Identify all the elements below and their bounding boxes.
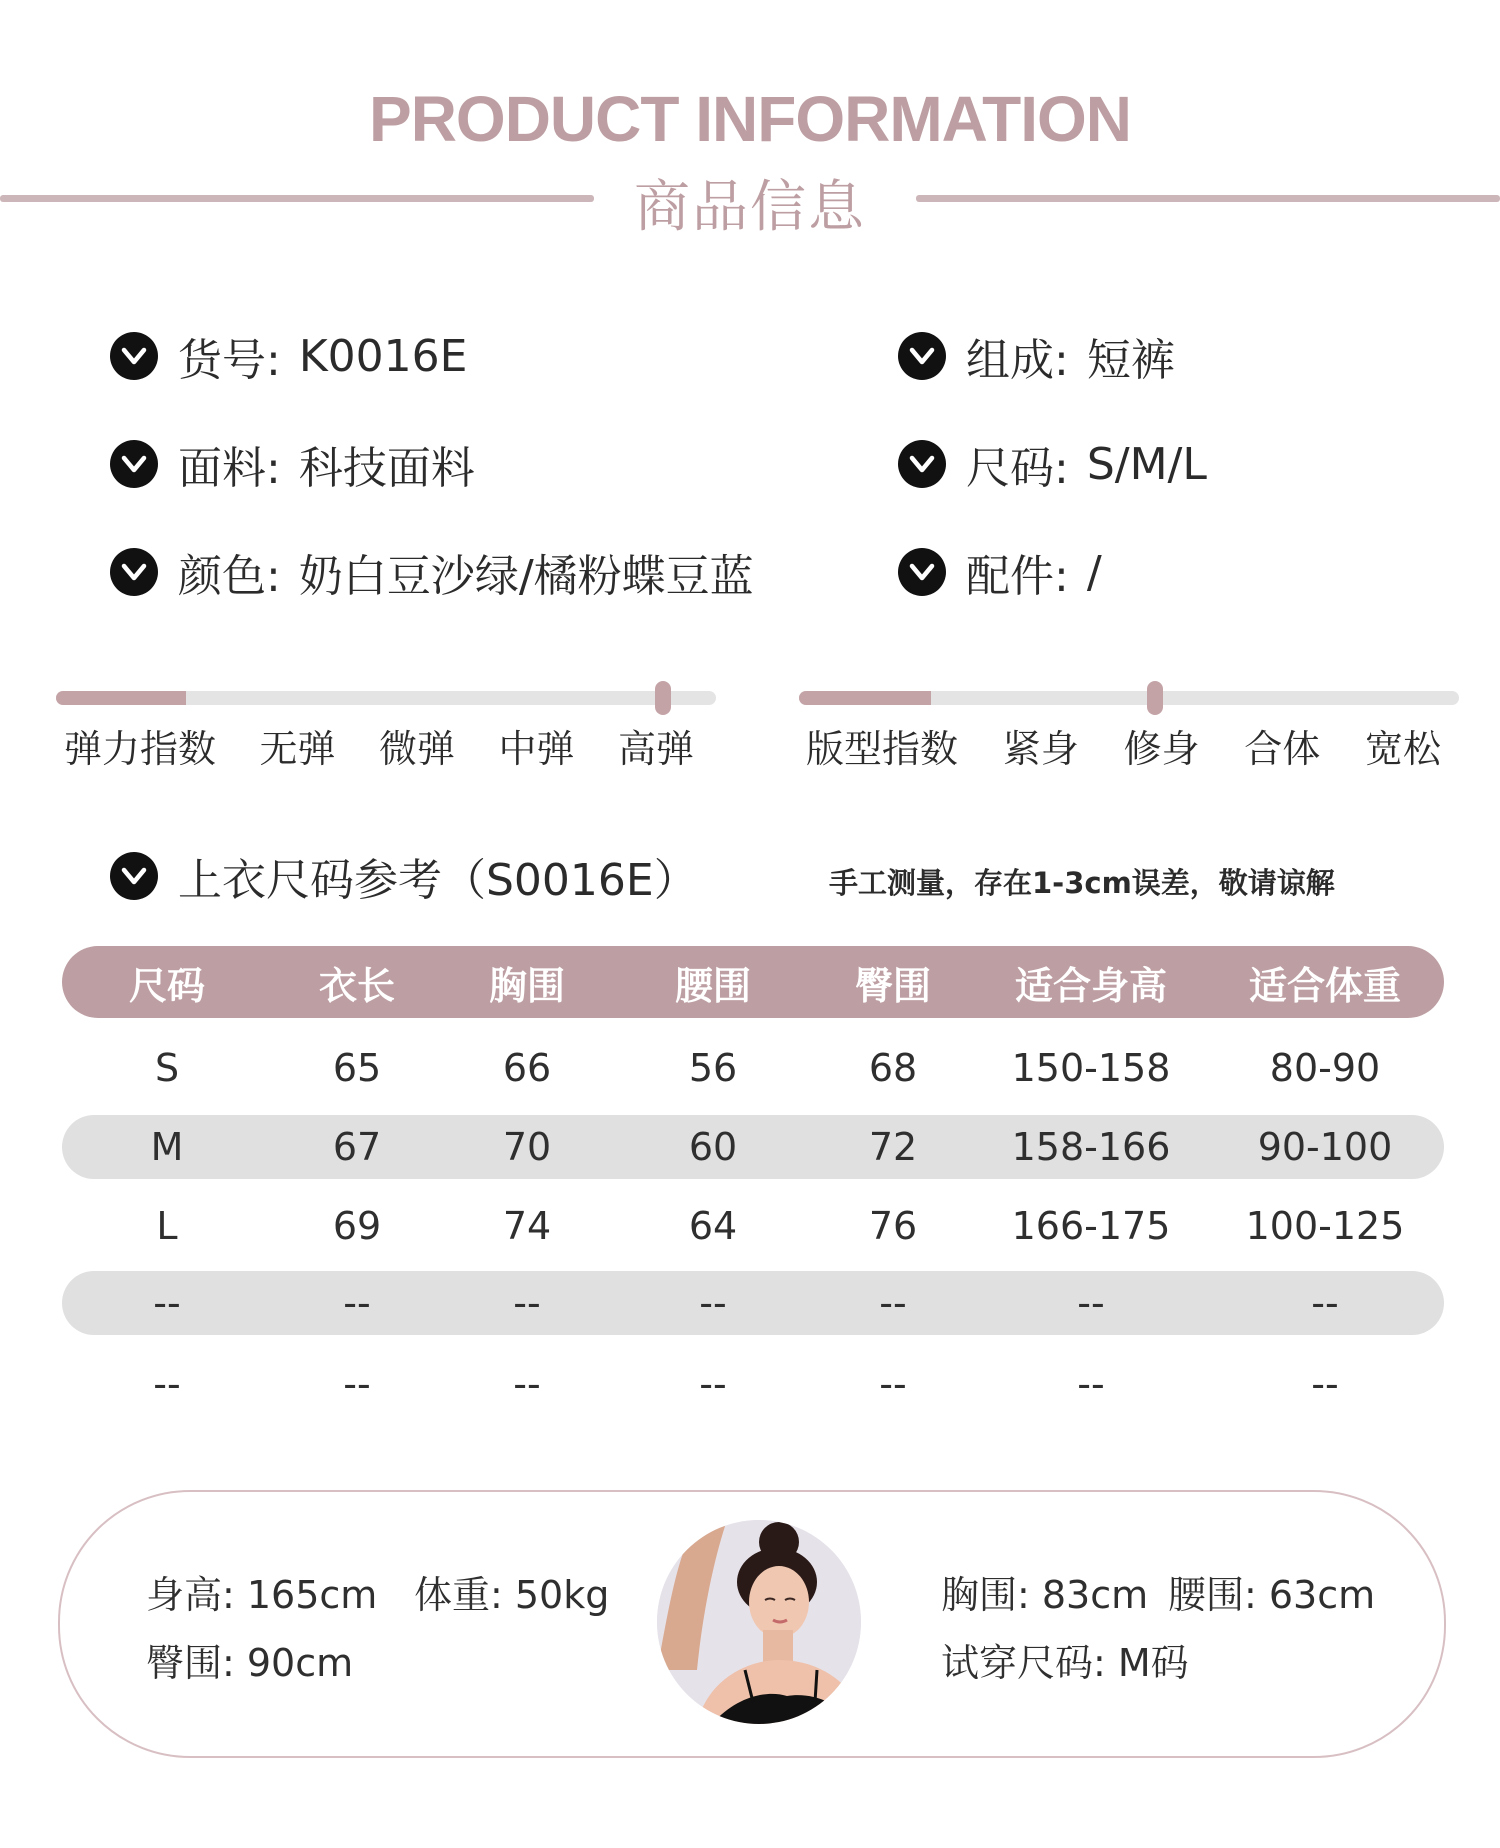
table-cell: -- (153, 1281, 181, 1325)
info-item-sku (110, 326, 467, 386)
table-cell: 76 (868, 1204, 918, 1248)
info-label: 尺码: (966, 443, 1069, 494)
table-cell: -- (879, 1281, 907, 1325)
table-cell: -- (513, 1362, 541, 1406)
info-label: 颜色: (178, 551, 281, 602)
table-cell: 80-90 (1269, 1046, 1381, 1090)
table-cell: M (150, 1125, 184, 1169)
table-cell: 150-158 (1011, 1046, 1171, 1090)
table-header-cell: 臀围 (854, 963, 931, 1008)
fit-labels (806, 718, 1441, 771)
table-cell: -- (1311, 1281, 1339, 1325)
table-cell: 74 (502, 1204, 552, 1248)
elasticity-label: 中弹 (498, 727, 575, 771)
table-row (62, 1194, 1444, 1258)
fit-label: 宽松 (1364, 727, 1441, 771)
elasticity-slider (56, 691, 716, 705)
table-cell: 72 (868, 1125, 918, 1169)
info-item-accessories (898, 542, 1102, 602)
table-header-cell: 衣长 (318, 963, 395, 1008)
info-value: 短裤 (1086, 335, 1175, 386)
info-item-size (898, 434, 1207, 494)
fit-label: 修身 (1123, 727, 1200, 771)
model-height: 身高: 165cm (146, 1573, 378, 1617)
title-zh: 商品信息 (634, 175, 866, 240)
table-cell: -- (1311, 1362, 1339, 1406)
check-circle-icon (898, 548, 946, 596)
table-cell: 70 (502, 1125, 552, 1169)
info-label: 面料: (178, 443, 281, 494)
table-header-cell: 适合体重 (1248, 963, 1401, 1008)
table-cell: 69 (332, 1204, 382, 1248)
table-cell: 56 (688, 1046, 738, 1090)
table-cell: -- (699, 1281, 727, 1325)
table-cell: 65 (332, 1046, 382, 1090)
model-avatar (657, 1520, 861, 1724)
elasticity-label: 高弹 (617, 727, 694, 771)
table-row (62, 1115, 1444, 1179)
fit-label: 版型指数 (806, 727, 959, 771)
elasticity-marker (655, 681, 671, 715)
info-value: / (1086, 546, 1102, 598)
table-cell: 68 (868, 1046, 918, 1090)
table-cell: -- (699, 1362, 727, 1406)
elasticity-label: 微弹 (378, 727, 455, 771)
table-header-row (62, 946, 1444, 1018)
table-cell: 60 (688, 1125, 738, 1169)
size-table-title: 上衣尺码参考（S0016E） (178, 855, 698, 906)
check-circle-icon (110, 852, 158, 900)
table-cell: -- (343, 1362, 371, 1406)
info-item-color (110, 542, 754, 602)
model-size-tried: 试穿尺码: M码 (941, 1641, 1189, 1685)
check-circle-icon (898, 440, 946, 488)
model-weight: 体重: 50kg (414, 1573, 610, 1617)
info-label: 组成: (966, 335, 1069, 386)
title-en: PRODUCT INFORMATION (369, 83, 1131, 155)
fit-label: 紧身 (1002, 727, 1079, 771)
table-header-cell: 腰围 (674, 963, 751, 1008)
info-item-composition (898, 326, 1175, 386)
fit-fill (799, 691, 931, 705)
table-cell: 90-100 (1257, 1125, 1393, 1169)
table-cell: -- (1077, 1281, 1105, 1325)
elasticity-label: 弹力指数 (64, 727, 217, 771)
fit-label: 合体 (1244, 727, 1321, 771)
info-value: 奶白豆沙绿/橘粉蝶豆蓝 (298, 551, 754, 602)
table-cell: -- (343, 1281, 371, 1325)
info-value: S/M/L (1086, 438, 1207, 490)
model-waist: 腰围: 63cm (1168, 1573, 1376, 1617)
check-circle-icon (110, 548, 158, 596)
info-label: 配件: (966, 551, 1069, 602)
check-circle-icon (110, 332, 158, 380)
table-cell: -- (513, 1281, 541, 1325)
elasticity-fill (56, 691, 186, 705)
table-cell: 66 (502, 1046, 552, 1090)
table-cell: L (156, 1204, 178, 1248)
fit-slider (799, 691, 1459, 705)
table-cell: -- (1077, 1362, 1105, 1406)
measurement-note: 手工测量，存在1-3cm误差，敬请谅解 (829, 866, 1335, 900)
info-item-fabric (110, 434, 475, 494)
table-row (62, 1036, 1444, 1100)
table-cell: -- (879, 1362, 907, 1406)
model-bust: 胸围: 83cm (941, 1573, 1149, 1617)
table-row (62, 1271, 1444, 1335)
model-hip: 臀围: 90cm (146, 1641, 354, 1685)
check-circle-icon (898, 332, 946, 380)
size-table-heading (110, 846, 698, 906)
table-header-cell: 尺码 (128, 963, 205, 1008)
info-value: 科技面料 (298, 443, 475, 494)
title-divider-right (916, 195, 1500, 202)
table-cell: 166-175 (1011, 1204, 1171, 1248)
fit-marker (1147, 681, 1163, 715)
info-label: 货号: (178, 335, 281, 386)
table-header-cell: 胸围 (488, 963, 565, 1008)
elasticity-label: 无弹 (259, 727, 336, 771)
table-cell: 100-125 (1245, 1204, 1405, 1248)
table-header-cell: 适合身高 (1014, 963, 1167, 1008)
info-value: K0016E (298, 330, 468, 382)
elasticity-labels (64, 718, 694, 771)
check-circle-icon (110, 440, 158, 488)
table-cell: 64 (688, 1204, 738, 1248)
table-cell: -- (153, 1362, 181, 1406)
size-table (62, 946, 1444, 1018)
table-cell: 67 (332, 1125, 382, 1169)
table-cell: S (154, 1046, 180, 1090)
table-cell: 158-166 (1011, 1125, 1171, 1169)
table-row (62, 1352, 1444, 1416)
